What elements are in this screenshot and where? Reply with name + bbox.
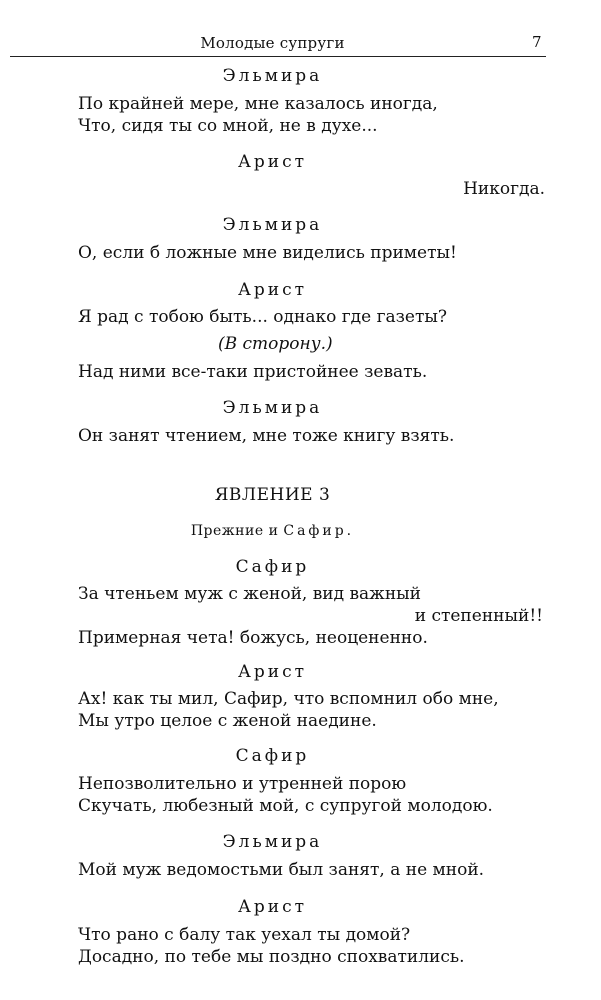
scene-heading: ЯВЛЕНИЕ 3	[214, 485, 331, 505]
speaker-name: Арист	[237, 662, 307, 682]
verse-line: Никогда.	[463, 179, 545, 199]
verse-line: Примерная чета! божусь, неоцененно.	[78, 628, 428, 648]
verse-line: и степенный!!	[414, 606, 543, 626]
speaker-name: Эльмира	[222, 398, 323, 418]
characters-prefix: Прежние и	[190, 523, 279, 539]
speaker-name: Эльмира	[222, 832, 323, 852]
verse-line: Над ними все-таки пристойнее зевать.	[78, 362, 428, 382]
speaker-name: Арист	[237, 280, 307, 300]
speaker-name: Сафир	[235, 557, 310, 577]
speaker-name: Арист	[237, 152, 307, 172]
verse-line: Что рано с балу так уехал ты домой?	[78, 925, 411, 945]
speaker-name: Эльмира	[222, 215, 323, 235]
character-name: Сафир.	[283, 523, 355, 539]
verse-line: Досадно, по тебе мы поздно спохватились.	[78, 947, 465, 967]
speaker-name: Арист	[237, 897, 307, 917]
verse-line: О, если б ложные мне виделись приметы!	[78, 243, 457, 263]
verse-line: Он занят чтением, мне тоже книгу взять.	[78, 426, 455, 446]
verse-line: Я рад с тобою быть... однако где газеты?	[78, 307, 447, 327]
verse-line: За чтеньем муж с женой, вид важный	[78, 584, 422, 604]
verse-line: Ах! как ты мил, Сафир, что вспомнил обо мне,	[78, 689, 499, 709]
header-divider	[10, 56, 546, 57]
verse-line: Непозволительно и утренней порою	[78, 774, 407, 794]
stage-direction: (В сторону.)	[218, 334, 333, 354]
page-number: 7	[532, 33, 542, 51]
verse-line: Что, сидя ты со мной, не в духе...	[78, 116, 378, 136]
verse-line: Мы утро целое с женой наедине.	[78, 711, 377, 731]
verse-line: Мой муж ведомостьми был занят, а не мной.	[78, 860, 485, 880]
verse-line: По крайней мере, мне казалось иногда,	[78, 94, 438, 114]
running-title: Молодые супруги	[200, 34, 345, 52]
verse-line: Скучать, любезный мой, с супругой молодою.	[78, 796, 493, 816]
scene-characters	[0, 523, 545, 539]
speaker-name: Эльмира	[222, 66, 323, 86]
speaker-name: Сафир	[235, 746, 310, 766]
